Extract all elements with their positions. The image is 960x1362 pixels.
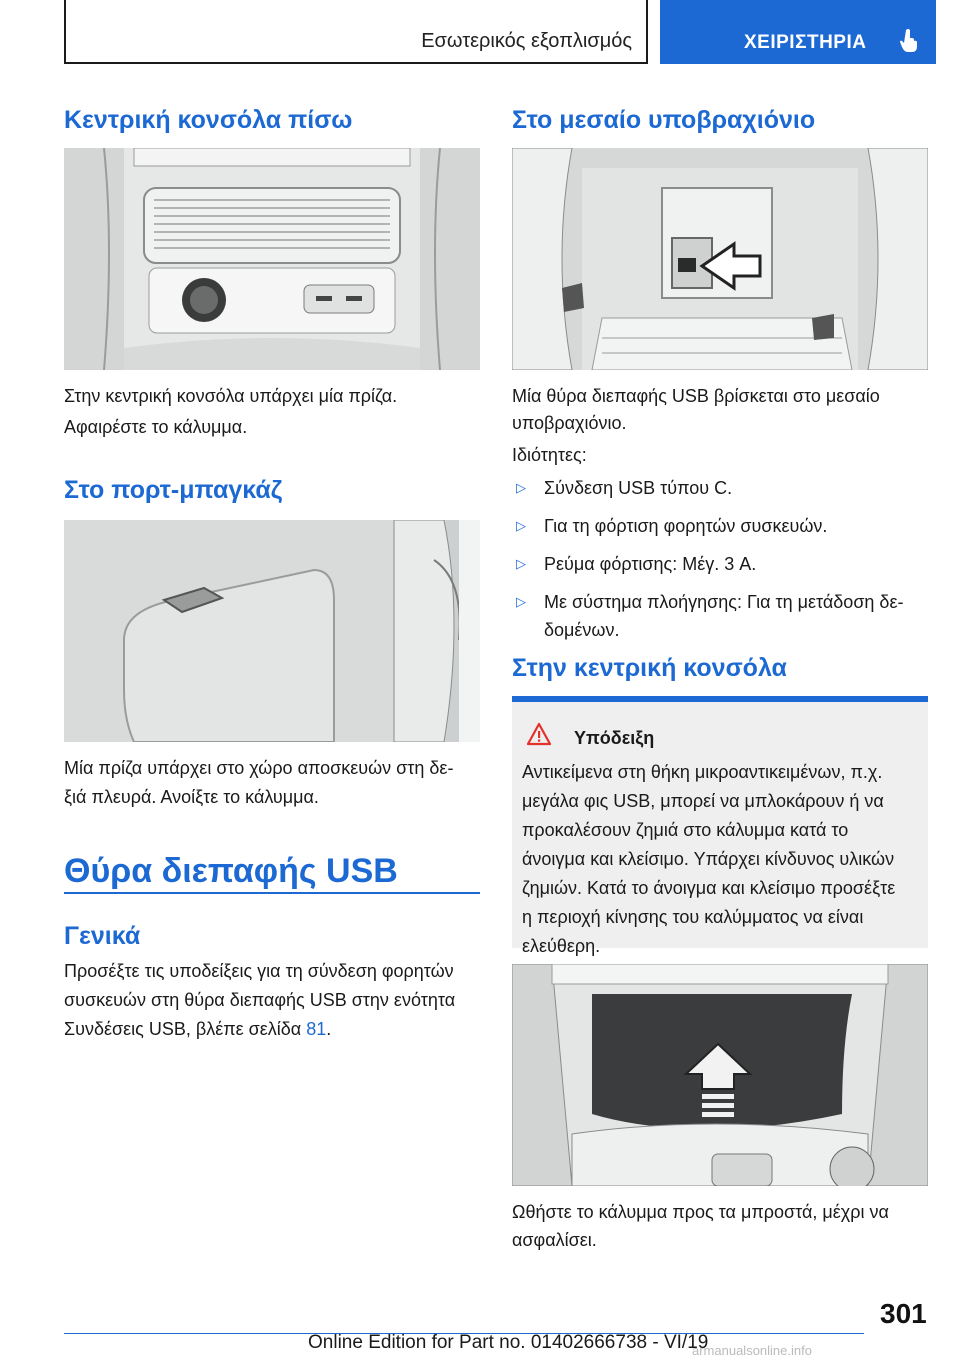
footer-edition: Online Edition for Part no. 01402666738 - VI/19 <box>308 1332 709 1353</box>
warning-triangle-icon <box>526 722 552 746</box>
rear-console-image <box>64 148 480 370</box>
rear-console-text-2: Αφαιρέστε το κάλυμμα. <box>64 417 248 437</box>
usb-general-text-3-post: . <box>326 1019 332 1039</box>
header-section-box <box>64 0 648 64</box>
list-item <box>512 588 928 644</box>
usb-general-heading: Γενικά <box>64 922 141 950</box>
center-console-caption-2: ασφαλίσει. <box>512 1230 597 1250</box>
armrest-text-2: υποβραχιόνιο. <box>512 413 627 433</box>
center-console-image <box>512 964 928 1186</box>
usb-section-title: Θύρα διεπαφής USB <box>64 852 398 890</box>
triangle-bullet-icon: ▷ <box>516 594 526 609</box>
rear-console-text-1: Στην κεντρική κονσόλα υπάρχει μία πρίζα. <box>64 386 398 406</box>
note-line: μεγάλα φις USB, μπορεί να μπλοκάρουν ή να <box>522 791 884 811</box>
armrest-heading: Στο μεσαίο υποβραχιόνιο <box>512 106 816 134</box>
watermark: armanualsonline.info <box>692 1343 812 1358</box>
armrest-image <box>512 148 928 370</box>
triangle-bullet-icon: ▷ <box>516 518 526 533</box>
list-item-text-cont: δομένων. <box>544 620 620 640</box>
note-box <box>512 696 928 956</box>
center-console-caption-1: Ωθήστε το κάλυμμα προς τα μπροστά, μέχρι να <box>512 1202 889 1222</box>
rear-console-heading: Κεντρική κονσόλα πίσω <box>64 106 353 134</box>
triangle-bullet-icon: ▷ <box>516 480 526 495</box>
note-line: Αντικείμενα στη θήκη μικροαντικειμένων, π.χ. <box>522 762 883 782</box>
list-item-text: Ρεύμα φόρτισης: Μέγ. 3 A. <box>544 554 757 574</box>
usb-general-text-3-pre: Συνδέσεις USB, βλέπε σελίδα <box>64 1019 302 1039</box>
trunk-text-1: Μία πρίζα υπάρχει στο χώρο αποσκευών στη δε- <box>64 758 454 778</box>
header-manual-label: ΧΕΙΡΙΣΤΗΡΙΑ <box>744 32 867 53</box>
triangle-bullet-icon: ▷ <box>516 556 526 571</box>
list-item <box>512 550 928 578</box>
trunk-text-2: ξιά πλευρά. Ανοίξτε το κάλυμμα. <box>64 787 319 807</box>
usb-title-rule <box>64 892 480 894</box>
armrest-props-list <box>512 474 928 654</box>
header-section-title: Εσωτερικός εξοπλισμός <box>421 30 632 52</box>
usb-general-text-2: συσκευών στη θύρα διεπαφής USB στην ενότητα <box>64 990 456 1010</box>
usb-general-text-1: Προσέξτε τις υποδείξεις για τη σύνδεση φορητών <box>64 961 454 981</box>
list-item <box>512 474 928 502</box>
note-title: Υπόδειξη <box>574 728 655 748</box>
armrest-text-1: Μία θύρα διεπαφής USB βρίσκεται στο μεσαίο <box>512 386 880 406</box>
note-body <box>522 758 922 961</box>
armrest-props-label: Ιδιότητες: <box>512 445 587 465</box>
hand-pointer-icon <box>900 28 920 52</box>
trunk-image <box>64 520 480 742</box>
list-item <box>512 512 928 540</box>
note-line: η περιοχή κίνησης του καλύμματος να είναι <box>522 907 864 927</box>
usb-general-text-3 <box>64 1015 331 1044</box>
list-item-text: Για τη φόρτιση φορητών συσκευών. <box>544 516 828 536</box>
header-manual-tab[interactable] <box>660 0 936 64</box>
page-81-link[interactable]: 81 <box>306 1019 327 1039</box>
page-number: 301 <box>880 1298 927 1329</box>
center-console-heading: Στην κεντρική κονσόλα <box>512 654 787 682</box>
note-line: άνοιγμα και κλείσιμο. Υπάρχει κίνδυνος υλικών <box>522 849 895 869</box>
list-item-text: Με σύστημα πλοήγησης: Για τη μετάδοση δε- <box>544 592 904 612</box>
note-line: ελεύθερη. <box>522 936 601 956</box>
note-line: προκαλέσουν ζημιά στο κάλυμμα κατά το <box>522 820 849 840</box>
note-line: ζημιών. Κατά το άνοιγμα και κλείσιμο προσέξτε <box>522 878 896 898</box>
list-item-text: Σύνδεση USB τύπου C. <box>544 478 733 498</box>
trunk-heading: Στο πορτ-μπαγκάζ <box>64 476 283 504</box>
